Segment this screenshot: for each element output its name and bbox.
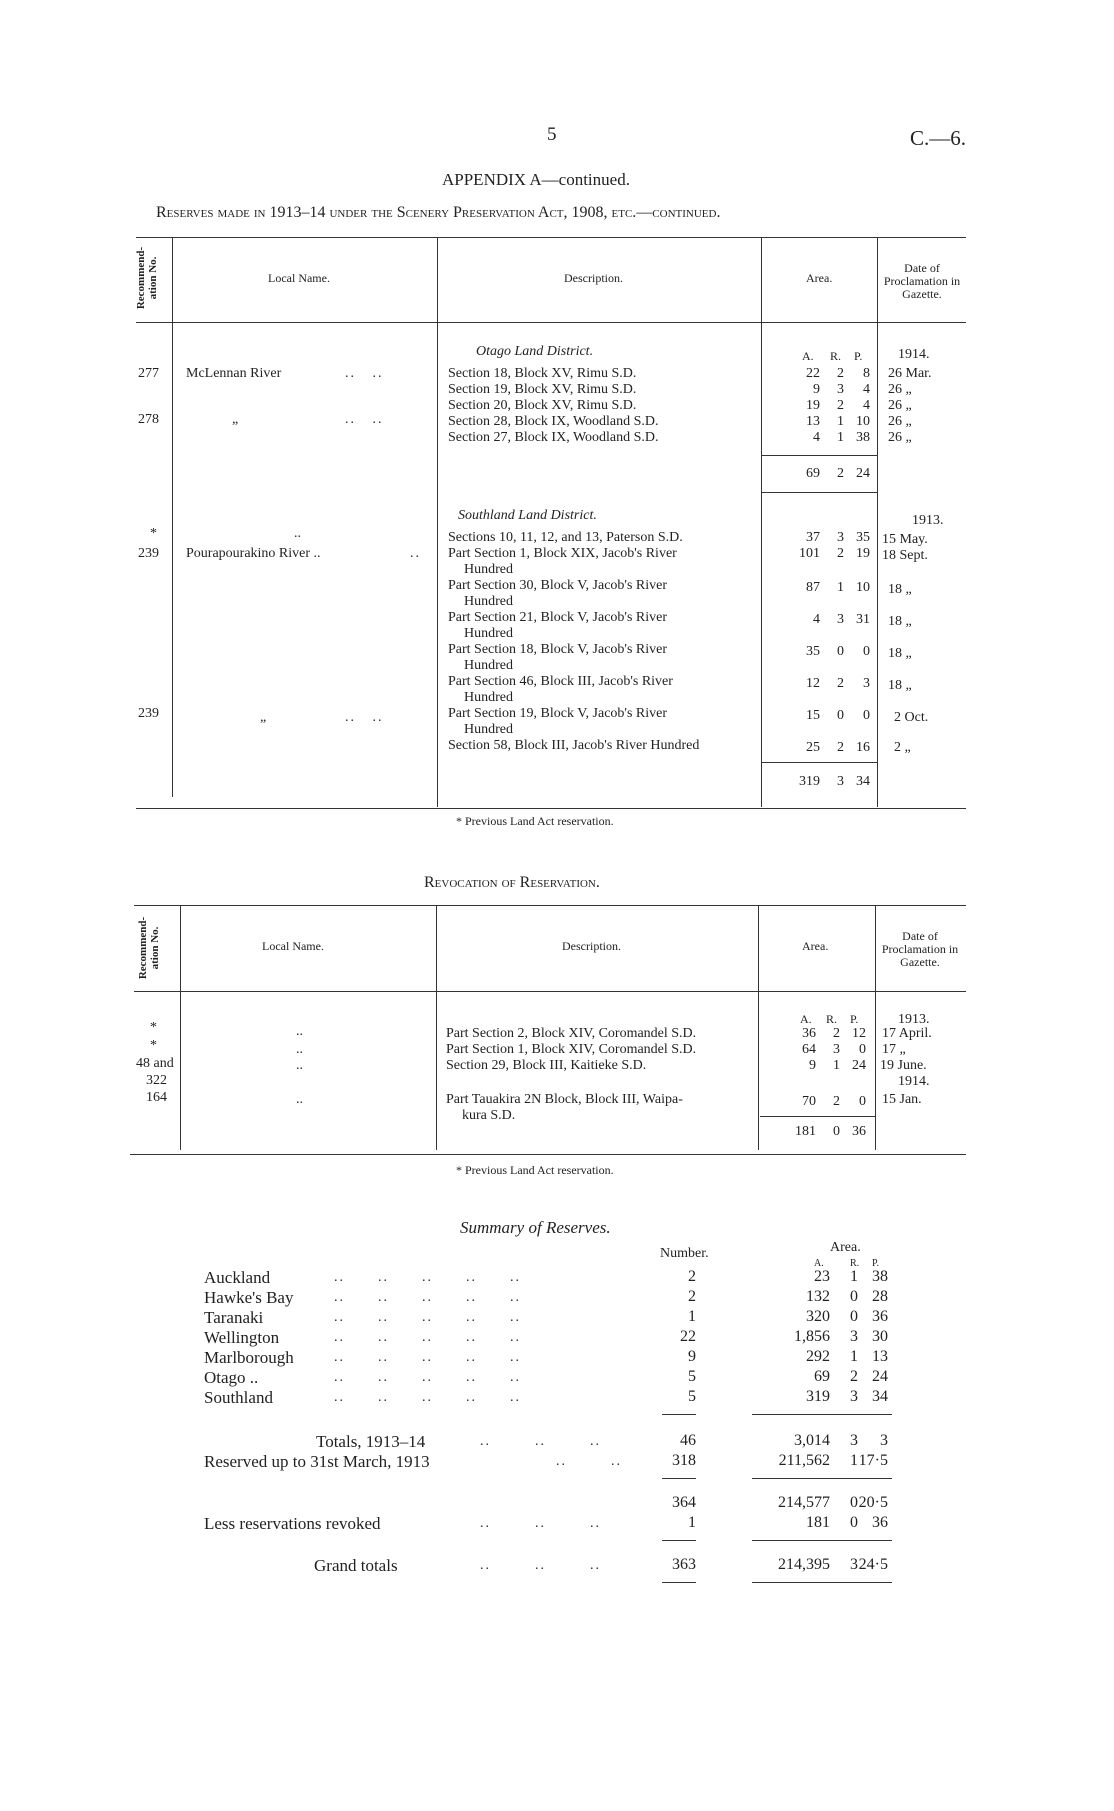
area-r: 2 — [833, 1094, 840, 1109]
area-a: 9 — [813, 382, 820, 397]
page-number: 5 — [547, 124, 557, 145]
total-p: 24 — [856, 466, 870, 481]
description-cont: Hundred — [464, 626, 513, 641]
area-p: 20·5 — [858, 1494, 888, 1511]
leader-dots: .. .. .. .. .. — [334, 1330, 521, 1345]
area-a: 69 — [814, 1368, 830, 1385]
revocation-header-description: Description. — [562, 939, 621, 953]
revocation-year-1913: 1913. — [898, 1012, 930, 1027]
description: Part Section 46, Block III, Jacob's River — [448, 674, 673, 689]
description: Part Tauakira 2N Block, Block III, Waipa- — [446, 1092, 683, 1107]
description: Part Section 30, Block V, Jacob's River — [448, 578, 667, 593]
area-p: 0 — [863, 644, 870, 659]
area-a: 1,856 — [794, 1328, 830, 1345]
area-r: 0 — [850, 1514, 858, 1531]
area-p: 16 — [856, 740, 870, 755]
rec-no: 277 — [138, 366, 159, 381]
area-a: 181 — [806, 1514, 830, 1531]
revoked-label: Less reservations revoked — [204, 1514, 381, 1533]
count: 363 — [672, 1556, 696, 1573]
rec-no: 322 — [146, 1073, 167, 1088]
area-r: 3 — [850, 1556, 858, 1573]
area-r: 3 — [833, 1042, 840, 1057]
summary-title: Summary of Reserves. — [460, 1218, 611, 1237]
area-p: 0 — [859, 1094, 866, 1109]
area-r: 3 — [850, 1388, 858, 1405]
leader-dots: .. .. .. — [480, 1558, 601, 1573]
southland-district-heading: Southland Land District. — [458, 508, 597, 523]
leader-dots: .. — [410, 546, 421, 561]
leader-dots: .. .. — [345, 710, 384, 725]
total-r: 3 — [837, 774, 844, 789]
area-r: 0 — [837, 708, 844, 723]
area-a: 132 — [806, 1288, 830, 1305]
area-p: 4 — [863, 382, 870, 397]
rec-no: 239 — [138, 546, 159, 561]
area-r: 3 — [837, 530, 844, 545]
description: Section 20, Block XV, Rimu S.D. — [448, 398, 637, 413]
area-a: 101 — [799, 546, 820, 561]
date: 26 „ — [888, 398, 912, 413]
footnote: * Previous Land Act reservation. — [456, 814, 614, 828]
total-p: 34 — [856, 774, 870, 789]
area-a: 25 — [806, 740, 820, 755]
date: 17 April. — [882, 1026, 932, 1041]
description: Part Section 21, Block V, Jacob's River — [448, 610, 667, 625]
description: Part Section 1, Block XIX, Jacob's River — [448, 546, 677, 561]
count: 2 — [688, 1268, 696, 1285]
region-name: Hawke's Bay — [204, 1288, 294, 1307]
area-r: 2 — [850, 1368, 858, 1385]
header-date: Date of Proclamation in Gazette. — [883, 261, 961, 301]
area-a: 37 — [806, 530, 820, 545]
area-p: 4 — [863, 398, 870, 413]
area-r: 2 — [837, 366, 844, 381]
area-p: 19 — [856, 546, 870, 561]
area-unit-a: A. — [814, 1258, 824, 1269]
revocation-year-1914: 1914. — [898, 1074, 930, 1089]
description: Section 58, Block III, Jacob's River Hundred — [448, 738, 700, 753]
area-p: 3 — [880, 1432, 888, 1449]
count: 9 — [688, 1348, 696, 1365]
description-cont: Hundred — [464, 594, 513, 609]
count: 5 — [688, 1368, 696, 1385]
area-r: 3 — [837, 382, 844, 397]
revocation-header-area: Area. — [802, 939, 829, 953]
leader-dots: .. .. .. — [480, 1516, 601, 1531]
description: Section 29, Block III, Kaitieke S.D. — [446, 1058, 647, 1073]
area-p: 31 — [856, 612, 870, 627]
header-local-name: Local Name. — [268, 271, 330, 285]
grand-label: Grand totals — [314, 1556, 398, 1575]
description-cont: Hundred — [464, 690, 513, 705]
area-a: 3,014 — [794, 1432, 830, 1449]
area-unit-a: A. — [802, 349, 814, 363]
date: 18 „ — [888, 582, 912, 597]
area-a: 22 — [806, 366, 820, 381]
description: Part Section 1, Block XIV, Coromandel S.D. — [446, 1042, 697, 1057]
area-p: 10 — [856, 580, 870, 595]
area-unit-p: P. — [850, 1012, 859, 1026]
area-a: 214,577 — [778, 1494, 830, 1511]
area-p: 3 — [863, 676, 870, 691]
area-p: 12 — [852, 1026, 866, 1041]
region-name: Wellington — [204, 1328, 280, 1347]
area-r: 2 — [837, 398, 844, 413]
area-a: 320 — [806, 1308, 830, 1325]
area-p: 38 — [856, 430, 870, 445]
region-name: Marlborough — [204, 1348, 294, 1367]
local-name: .. — [296, 1092, 303, 1107]
description-cont: Hundred — [464, 562, 513, 577]
area-p: 10 — [856, 414, 870, 429]
total-r: 0 — [833, 1124, 840, 1139]
area-r: 1 — [837, 430, 844, 445]
revocation-header-date: Date of Proclamation in Gazette. — [881, 929, 959, 969]
leader-dots: .. .. .. .. .. — [334, 1310, 521, 1325]
area-a: 87 — [806, 580, 820, 595]
description: Sections 10, 11, 12, and 13, Paterson S.D. — [448, 530, 683, 545]
rec-no: 278 — [138, 412, 159, 427]
leader-dots: .. .. .. — [480, 1434, 601, 1449]
local-name: McLennan River — [186, 366, 282, 381]
area-r: 0 — [837, 644, 844, 659]
rec-no: 239 — [138, 706, 159, 721]
description-cont: Hundred — [464, 722, 513, 737]
date: 2 „ — [894, 740, 911, 755]
description: Part Section 18, Block V, Jacob's River — [448, 642, 667, 657]
local-name: „ — [232, 412, 239, 427]
date: 15 May. — [882, 532, 928, 547]
area-a: 35 — [806, 644, 820, 659]
southland-year: 1913. — [912, 513, 944, 528]
date: 17 „ — [882, 1042, 906, 1057]
region-name: Taranaki — [204, 1308, 264, 1327]
area-a: 214,395 — [778, 1556, 830, 1573]
otago-year: 1914. — [898, 347, 930, 362]
area-r: 1 — [850, 1268, 858, 1285]
area-p: 35 — [856, 530, 870, 545]
description: Part Section 19, Block V, Jacob's River — [448, 706, 667, 721]
leader-dots: .. .. — [556, 1454, 622, 1469]
area-a: 4 — [813, 430, 820, 445]
date: 18 „ — [888, 646, 912, 661]
area-r: 0 — [850, 1288, 858, 1305]
date: 26 Mar. — [888, 366, 932, 381]
area-p: 17·5 — [858, 1452, 888, 1469]
date: 26 „ — [888, 414, 912, 429]
region-name: Otago .. — [204, 1368, 259, 1387]
area-r: 3 — [850, 1328, 858, 1345]
description-cont: Hundred — [464, 658, 513, 673]
totals-label: Totals, 1913–14 — [316, 1432, 426, 1451]
local-name: .. — [296, 1042, 303, 1057]
area-unit-r: R. — [830, 349, 842, 363]
document-reference: C.—6. — [910, 126, 967, 150]
leader-dots: .. .. .. .. .. — [334, 1350, 521, 1365]
area-a: 23 — [814, 1268, 830, 1285]
area-r: 1 — [850, 1348, 858, 1365]
area-p: 28 — [872, 1288, 888, 1305]
local-name: „ — [260, 710, 267, 725]
area-a: 12 — [806, 676, 820, 691]
count: 46 — [680, 1432, 696, 1449]
appendix-title: APPENDIX A—continued. — [442, 170, 630, 189]
area-p: 30 — [872, 1328, 888, 1345]
area-a: 13 — [806, 414, 820, 429]
date: 19 June. — [880, 1058, 927, 1073]
area-p: 38 — [872, 1268, 888, 1285]
date: 2 Oct. — [894, 710, 929, 725]
total-a: 319 — [799, 774, 820, 789]
summary-col-number: Number. — [660, 1246, 709, 1261]
area-a: 292 — [806, 1348, 830, 1365]
area-a: 19 — [806, 398, 820, 413]
area-r: 2 — [833, 1026, 840, 1041]
otago-district-heading: Otago Land District. — [476, 344, 594, 359]
leader-dots: .. .. .. .. .. — [334, 1370, 521, 1385]
area-unit-p: P. — [872, 1258, 879, 1269]
area-p: 13 — [872, 1348, 888, 1365]
area-r: 2 — [837, 676, 844, 691]
local-name: Pourapourakino River .. — [186, 546, 321, 561]
rec-no: * — [150, 1020, 157, 1035]
rec-no: 48 and — [136, 1056, 174, 1071]
leader-dots: .. .. .. .. .. — [334, 1390, 521, 1405]
area-r: 2 — [837, 546, 844, 561]
local-name: .. — [296, 1058, 303, 1073]
area-r: 1 — [837, 414, 844, 429]
area-p: 34 — [872, 1388, 888, 1405]
area-p: 8 — [863, 366, 870, 381]
area-a: 211,562 — [778, 1452, 830, 1469]
date: 18 „ — [888, 614, 912, 629]
header-area: Area. — [806, 271, 833, 285]
description: Section 28, Block IX, Woodland S.D. — [448, 414, 659, 429]
area-a: 36 — [802, 1026, 816, 1041]
rec-no: * — [150, 1038, 157, 1053]
local-name: .. — [296, 1024, 303, 1039]
description-cont: kura S.D. — [462, 1108, 516, 1123]
header-recommendation: Recommend-ation No. — [135, 246, 159, 310]
region-name: Southland — [204, 1388, 273, 1407]
rec-no: 164 — [146, 1090, 167, 1105]
description: Section 19, Block XV, Rimu S.D. — [448, 382, 637, 397]
date: 26 „ — [888, 430, 912, 445]
leader-dots: .. .. .. .. .. — [334, 1270, 521, 1285]
area-r: 3 — [837, 612, 844, 627]
leader-dots: .. .. .. .. .. — [334, 1290, 521, 1305]
total-a: 69 — [806, 466, 820, 481]
date: 26 „ — [888, 382, 912, 397]
summary-col-area: Area. — [830, 1240, 861, 1255]
area-p: 36 — [872, 1514, 888, 1531]
area-a: 9 — [809, 1058, 816, 1073]
area-r: 3 — [850, 1432, 858, 1449]
count: 2 — [688, 1288, 696, 1305]
count: 1 — [688, 1308, 696, 1325]
area-a: 4 — [813, 612, 820, 627]
area-r: 1 — [833, 1058, 840, 1073]
revocation-title: Revocation of Reservation. — [424, 874, 600, 891]
area-r: 1 — [850, 1452, 858, 1469]
reserves-subtitle: Reserves made in 1913–14 under the Scenery Preservation Act, 1908, etc.—continued. — [156, 204, 721, 221]
count: 5 — [688, 1388, 696, 1405]
region-name: Auckland — [204, 1268, 271, 1287]
leader-dots: .. .. — [345, 366, 384, 381]
area-a: 319 — [806, 1388, 830, 1405]
count: 22 — [680, 1328, 696, 1345]
description: Section 27, Block IX, Woodland S.D. — [448, 430, 659, 445]
total-r: 2 — [837, 466, 844, 481]
header-description: Description. — [564, 271, 623, 285]
revocation-header-local-name: Local Name. — [262, 939, 324, 953]
area-p: 24·5 — [858, 1556, 888, 1573]
area-p: 0 — [859, 1042, 866, 1057]
area-unit-r: R. — [850, 1258, 860, 1269]
area-p: 36 — [872, 1308, 888, 1325]
description: Part Section 2, Block XIV, Coromandel S.D. — [446, 1026, 697, 1041]
leader-dots: .. .. — [345, 412, 384, 427]
date: 18 „ — [888, 678, 912, 693]
date: 15 Jan. — [882, 1092, 922, 1107]
area-unit-p: P. — [854, 349, 863, 363]
area-p: 0 — [863, 708, 870, 723]
area-unit-a: A. — [800, 1012, 812, 1026]
count: 318 — [672, 1452, 696, 1469]
date: 18 Sept. — [882, 548, 928, 563]
total-p: 36 — [852, 1124, 866, 1139]
area-r: 2 — [837, 740, 844, 755]
local-name: .. — [294, 526, 301, 541]
reserved-label: Reserved up to 31st March, 1913 — [204, 1452, 430, 1471]
rec-no: * — [150, 526, 157, 541]
area-unit-r: R. — [826, 1012, 838, 1026]
area-a: 15 — [806, 708, 820, 723]
area-r: 1 — [837, 580, 844, 595]
area-r: 0 — [850, 1494, 858, 1511]
footnote: * Previous Land Act reservation. — [456, 1163, 614, 1177]
total-a: 181 — [795, 1124, 816, 1139]
revocation-header-recommendation: Recommend-ation No. — [137, 916, 161, 980]
area-a: 70 — [802, 1094, 816, 1109]
area-p: 24 — [852, 1058, 866, 1073]
count: 1 — [688, 1514, 696, 1531]
count: 364 — [672, 1494, 696, 1511]
area-r: 0 — [850, 1308, 858, 1325]
area-p: 24 — [872, 1368, 888, 1385]
area-a: 64 — [802, 1042, 816, 1057]
description: Section 18, Block XV, Rimu S.D. — [448, 366, 637, 381]
